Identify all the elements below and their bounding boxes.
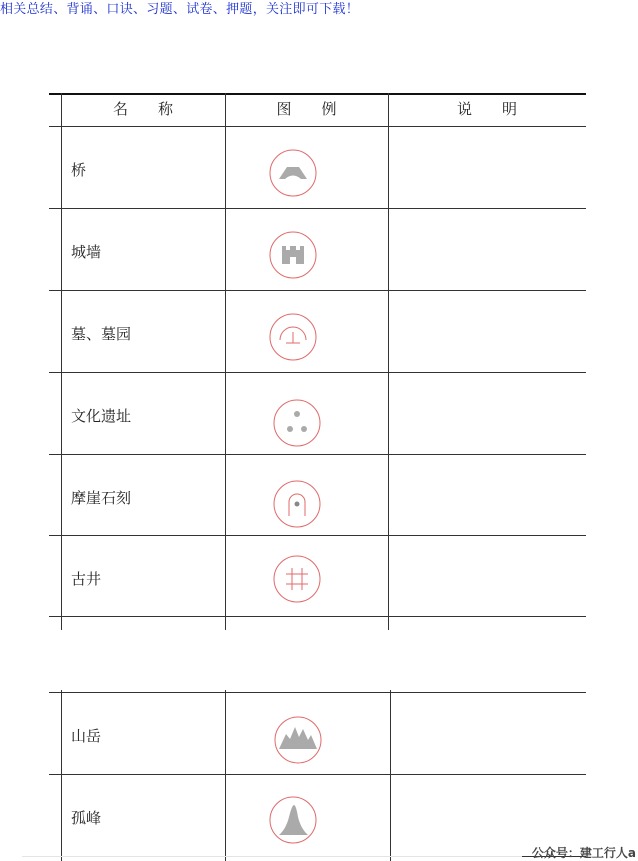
row-rule (49, 616, 586, 617)
legend-table-top (49, 93, 586, 630)
row-name-ancient-well: 古井 (71, 570, 102, 588)
column-divider (225, 93, 226, 630)
solitary-peak-icon (268, 795, 318, 845)
column-divider (390, 690, 391, 861)
column-divider (61, 93, 62, 630)
row-rule (49, 372, 586, 373)
tomb-icon (268, 312, 318, 362)
header-name: 名 称 (112, 100, 173, 118)
row-rule (49, 535, 586, 536)
row-rule (49, 454, 586, 455)
row-rule (49, 692, 586, 693)
header-legend: 图 例 (276, 100, 337, 118)
cultural-site-icon (272, 398, 322, 448)
header-rule (49, 126, 586, 127)
legend-table-bottom (49, 690, 586, 861)
footer-separator (22, 856, 522, 857)
column-divider (388, 93, 389, 630)
row-name-cliff-carving: 摩崖石刻 (71, 489, 132, 507)
ancient-well-icon (272, 554, 322, 604)
city-wall-icon (268, 230, 318, 280)
row-name-cultural-site: 文化遗址 (71, 407, 132, 425)
bridge-icon (268, 148, 318, 198)
row-rule (49, 290, 586, 291)
mountain-icon (273, 715, 323, 765)
footer-watermark: 公众号：建工行人a (531, 846, 636, 860)
row-name-tomb: 墓、墓园 (71, 325, 132, 343)
download-banner[interactable]: 相关总结、背诵、口诀、习题、试卷、押题，关注即可下载！ (0, 2, 360, 17)
column-divider (61, 690, 62, 861)
row-name-bridge: 桥 (71, 161, 87, 179)
row-name-city-wall: 城墙 (71, 243, 102, 261)
row-name-solitary-peak: 孤峰 (71, 809, 102, 827)
cliff-carving-icon (272, 479, 322, 529)
column-divider (225, 690, 226, 861)
header-note: 说 明 (456, 100, 517, 118)
row-rule (49, 208, 586, 209)
row-name-mountain: 山岳 (71, 727, 102, 745)
row-rule (49, 774, 586, 775)
